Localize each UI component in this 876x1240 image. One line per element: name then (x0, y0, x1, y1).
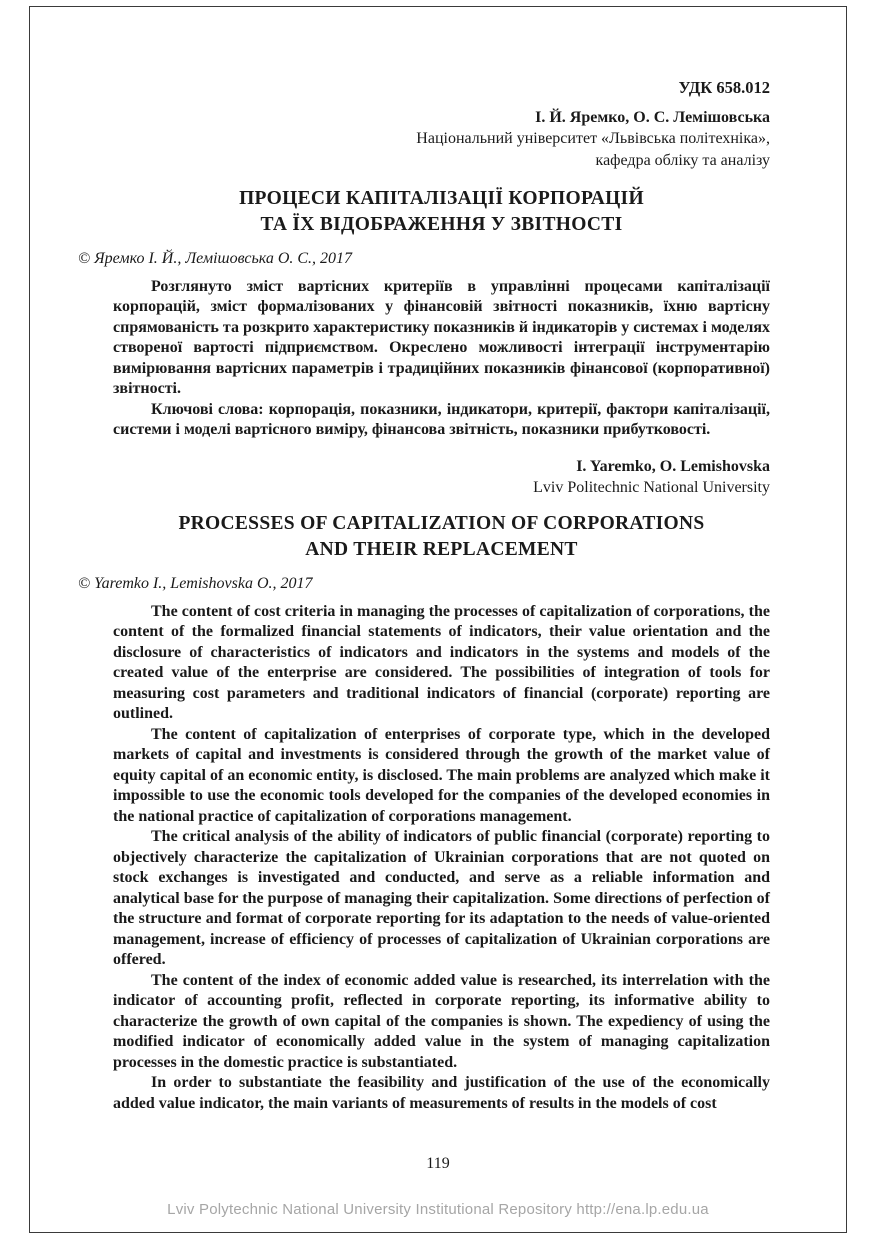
copyright-english: © Yaremko I., Lemishovska O., 2017 (78, 575, 313, 592)
authors-english: I. Yaremko, O. Lemishovska (576, 457, 770, 475)
udc-code: УДК 658.012 (678, 78, 770, 97)
repository-watermark: Lviv Polytechnic National University Institutional Repository http://ena.lp.edu.ua (167, 1201, 709, 1218)
title-english-line1: PROCESSES OF CAPITALIZATION OF CORPORATIONS (178, 513, 705, 534)
english-abstract-block (113, 602, 770, 1115)
english-paragraph-4: The content of the index of economic added value is researched, its interrelation with the indicator of accounting profit, reflected in corporate reporting, its informative ability to characterize the growth of own capital of the companies is shown. The expediency of using the modified indicator of economically added value in the system of managing capitalization processes in the domestic practice is substantiated. (113, 971, 770, 1071)
title-ukrainian-line2: ТА ЇХ ВІДОБРАЖЕННЯ У ЗВІТНОСТІ (260, 214, 623, 235)
english-paragraph-5: In order to substantiate the feasibility and justification of the use of the economically added value indicator, the main variants of measurements of results in the models of cost (113, 1074, 770, 1112)
affiliation-ukrainian-line1: Національний університет «Львівська політехніка», (416, 130, 770, 147)
title-ukrainian (113, 186, 770, 238)
affiliation-ukrainian-line2: кафедра обліку та аналізу (595, 152, 770, 169)
abstract-ukrainian: Розглянуто зміст вартісних критеріїв в управлінні процесами капіталізації корпорацій, зміст формалізованих у фінансовій звітності показників, їхню вартісну спрямованість та розкрито характеристику показників й індикаторів у системах і моделях створеної вартості підприємством. Окреслено можливості інтеграції інструментарію вимірювання вартісних параметрів і традиційних показників фінансової (корпоративної) звітності. (113, 277, 770, 397)
title-ukrainian-line1: ПРОЦЕСИ КАПІТАЛІЗАЦІЇ КОРПОРАЦІЙ (239, 188, 644, 209)
page-number: 119 (426, 1155, 450, 1172)
english-paragraph-1: The content of cost criteria in managing the processes of capitalization of corporations, the content of the formalized financial statements of indicators, their value orientation and the disclosure of characteristics of indicators and indicators in the systems and models of the created value of the enterprise are considered. The possibilities of integration of tools for measuring cost parameters and traditional indicators of financial (corporate) reporting are outlined. (113, 602, 770, 722)
title-english-line2: AND THEIR REPLACEMENT (305, 539, 578, 560)
keywords-ukrainian: Ключові слова: корпорація, показники, індикатори, критерії, фактори капіталізації, системи і моделі вартісного виміру, фінансова звітність, показники прибутковості. (113, 400, 770, 438)
affiliation-english: Lviv Politechnic National University (533, 479, 770, 496)
english-paragraph-2: The content of capitalization of enterprises of corporate type, which in the developed markets of capital and investments is considered through the growth of the market value of equity capital of an economic entity, is disclosed. The main problems are analyzed which make it impossible to use the economic tools developed for the companies of the developed economies in the national practice of capitalization of corporations management. (113, 725, 770, 825)
authors-ukrainian: І. Й. Яремко, О. С. Лемішовська (535, 108, 770, 126)
copyright-ukrainian: © Яремко І. Й., Лемішовська О. С., 2017 (78, 250, 353, 267)
english-paragraph-3: The critical analysis of the ability of indicators of public financial (corporate) reporting to objectively characterize the capitalization of Ukrainian corporations that are not quoted on stock exchanges is investigated and conducted, and serve as a reliable information and analytical base for the purpose of managing their capitalization. Some directions of perfection of the structure and format of corporate reporting for its adaptation to the needs of value-oriented management, increase of efficiency of processes of capitalization of Ukrainian corporations are offered. (113, 828, 770, 968)
title-english (113, 511, 770, 563)
